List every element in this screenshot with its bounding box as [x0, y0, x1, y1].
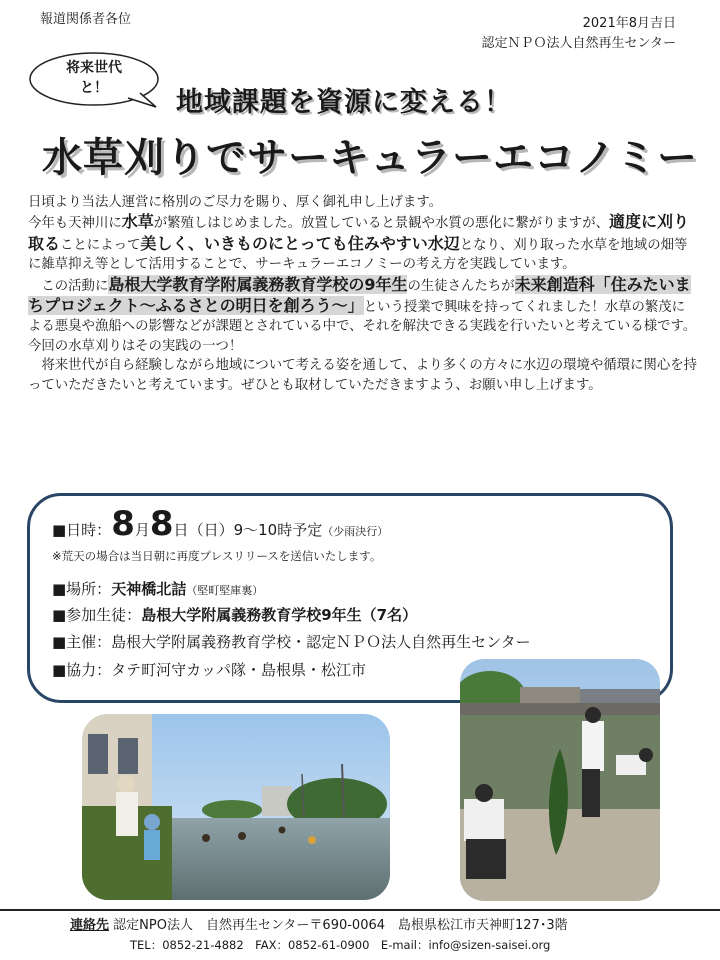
contact-address: 認定NPO法人 自然再生センター〒690-0064 島根県松江市天神町127･3階 [113, 918, 568, 933]
students-weeding-photo [460, 659, 660, 901]
paragraph-activity: 今年も天神川に水草が繁殖しはじめました。放置していると景観や水質の悪化に繋がりますが、適度に刈り取ることによって美しく、いきものにとっても住みやすい水辺となり、刈り取った水草を地域の畑等に雑草抑え等として活用することで、サーキュラーエコノミーの考え方を実践しています。 [28, 212, 690, 273]
event-date-line: ■日時：8月8日（日）9～10時予定（少雨決行） [52, 504, 389, 544]
contact-label: 連絡先 [70, 918, 110, 933]
bubble-line-2: と！ [80, 80, 108, 96]
bubble-text [38, 58, 150, 98]
event-participants: ■参加生徒：島根大学附属義務教育学校9年生（7名） [52, 606, 418, 624]
addressee: 報道関係者各位 [40, 12, 132, 27]
paragraph-greeting: 日頃より当法人運営に格別のご尽力を賜り、厚く御礼申し上げます。 [28, 195, 443, 210]
river-activity-photo [82, 714, 390, 900]
event-organizer: ■主催：島根大学附属義務教育学校・認定ＮＰＯ法人自然再生センター [52, 633, 531, 651]
event-place: ■場所：天神橋北詰（堅町堅庫裏） [52, 580, 264, 598]
event-cooperation: ■協力：タテ町河守カッパ隊・島根県・松江市 [52, 661, 367, 679]
weather-note: ※荒天の場合は当日朝に再度プレスリリースを送信いたします。 [52, 549, 382, 563]
organization-name: 認定ＮＰＯ法人自然再生センター [481, 36, 676, 51]
footer-divider [0, 909, 720, 911]
footer-tel-email[interactable]: TEL：0852-21-4882 FAX：0852-61-0900 E-mail：info@sizen-saisei.org [130, 938, 551, 952]
paragraph-students: この活動に島根大学教育学附属義務教育学校の9年生の生徒さんたちが未来創造科「住みたいまちプロジェクト～ふるさとの明日を創ろう～」という授業で興味を持ってくれました！水草の繁茂による悪臭や漁船への影響などが課題とされている中で、それを解決できる実践を行いたいと考えている様です。 [28, 274, 697, 335]
footer-contact [70, 914, 568, 933]
subtitle: 地域課題を資源に変える！ [176, 87, 512, 118]
body-text [28, 193, 698, 395]
release-date: 2021年8月吉日 [582, 16, 676, 31]
main-title: 水草刈りでサーキュラーエコノミー [42, 135, 698, 181]
paragraph-request: 将来世代が自ら経験しながら地域について考える姿を通して、より多くの方々に水辺の環境や循環に関心を持っていただきたいと考えています。ぜひとも取材していただきますよう、お願い申し上げます。 [28, 358, 697, 393]
bubble-line-1: 将来世代 [66, 60, 122, 76]
paragraph-practice: 今回の水草刈りはその実践の一つ！ [28, 338, 243, 354]
